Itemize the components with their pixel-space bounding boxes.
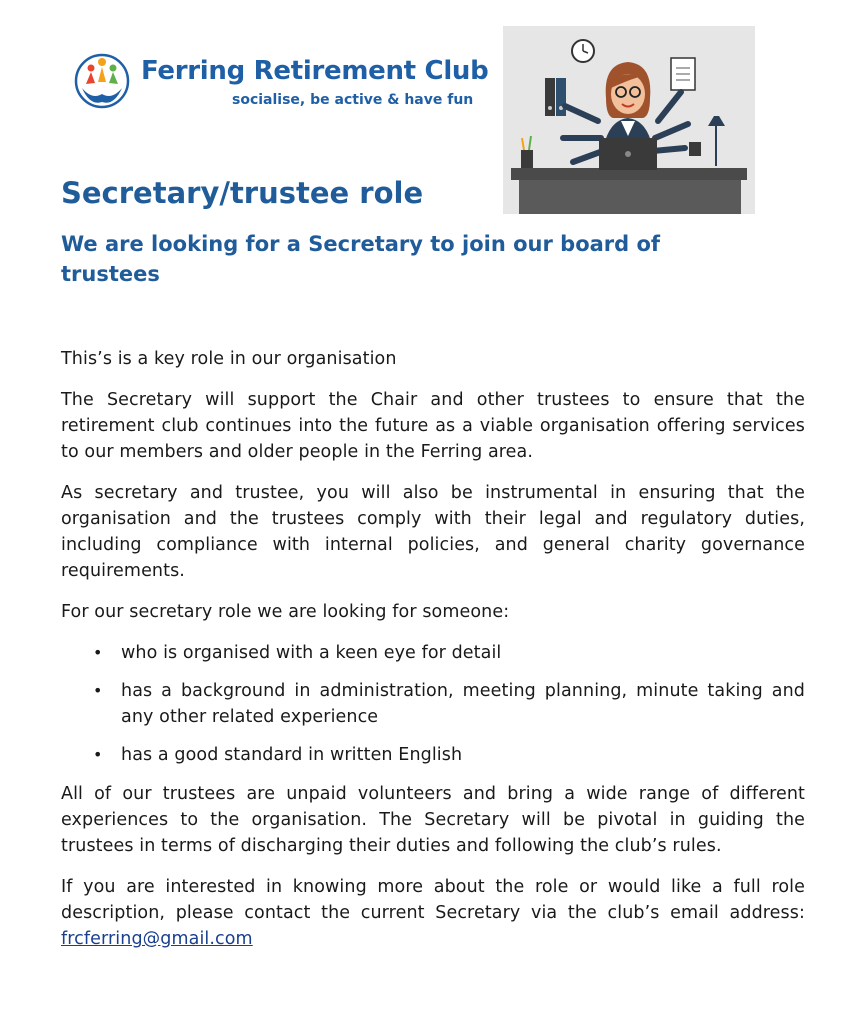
requirements-list — [61, 640, 805, 768]
list-item-text: has a background in administration, meeting planning, minute taking and any other related experience — [121, 681, 805, 727]
paragraph-responsibilities: As secretary and trustee, you will also be instrumental in ensuring that the organisation and the trustees comply with their legal and regulatory duties, including compliance with internal policies, and general charity governance requirements. — [61, 483, 805, 581]
email-link[interactable]: frcferring@gmail.com — [61, 929, 253, 949]
paragraph-contact — [61, 874, 805, 952]
contact-text: If you are interested in knowing more about the role or would like a full role description, please contact the current Secretary via the club’s email address: — [61, 877, 805, 923]
page-subtitle: We are looking for a Secretary to join our board of trustees — [61, 232, 661, 286]
people-hands-logo-icon — [74, 50, 130, 112]
club-tagline: socialise, be active & have fun — [232, 92, 474, 108]
bullet-icon: • — [93, 745, 103, 764]
bullet-icon: • — [93, 643, 103, 662]
list-item-text: has a good standard in written English — [121, 745, 463, 765]
club-logo — [74, 50, 489, 112]
paragraph-intro: This’s is a key role in our organisation — [61, 349, 397, 369]
paragraph-looking-for: For our secretary role we are looking for someone: — [61, 602, 510, 622]
list-item — [93, 678, 805, 730]
body-content — [61, 346, 805, 967]
list-item — [93, 742, 805, 768]
bullet-icon: • — [93, 681, 103, 700]
list-item — [93, 640, 805, 666]
paragraph-role-summary: The Secretary will support the Chair and other trustees to ensure that the retirement club continues into the future as a viable organisation offering services to our members and older people in the Ferring area. — [61, 390, 805, 462]
paragraph-volunteers: All of our trustees are unpaid volunteers and bring a wide range of different experiences to the organisation. The Secretary will be pivotal in guiding the trustees in terms of discharging their duties and following the club’s rules. — [61, 784, 805, 856]
club-name: Ferring Retirement Club — [141, 56, 489, 86]
list-item-text: who is organised with a keen eye for detail — [121, 643, 502, 663]
multitasking-secretary-illustration — [503, 26, 755, 214]
page-title: Secretary/trustee role — [61, 176, 424, 210]
